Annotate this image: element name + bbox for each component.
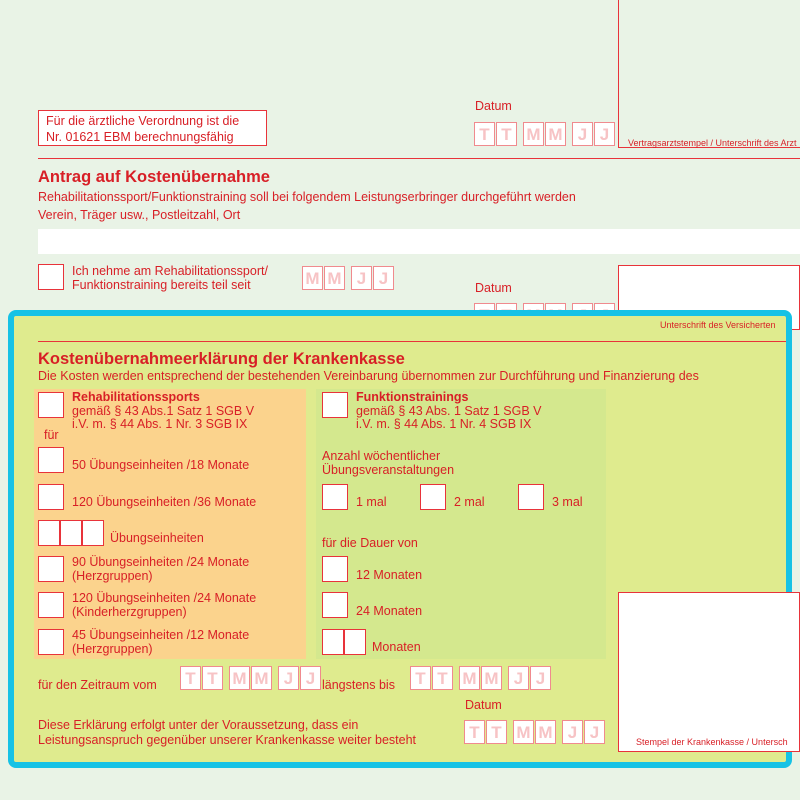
reha-opt4-label: 90 Übungseinheiten /24 Monate bbox=[72, 555, 250, 569]
funk-24m-checkbox[interactable] bbox=[322, 592, 348, 618]
signature-date-label: Datum bbox=[475, 281, 512, 295]
reha-opt1-label: 50 Übungseinheiten /18 Monate bbox=[72, 458, 250, 472]
doctor-stamp-label: Vertragsarztstempel / Unterschrift des Arzt bbox=[628, 138, 797, 148]
reha-checkbox[interactable] bbox=[38, 392, 64, 418]
kasse-date-field[interactable]: T T M M J J bbox=[464, 720, 606, 744]
funk-12m-label: 12 Monaten bbox=[356, 568, 423, 582]
funk-3mal-checkbox[interactable] bbox=[518, 484, 544, 510]
funk-checkbox[interactable] bbox=[322, 392, 348, 418]
participate-line1: Ich nehme am Rehabilitationssport/ bbox=[72, 264, 268, 278]
laengstens-field[interactable]: T T M M J J bbox=[410, 666, 552, 690]
funk-anzahl1: Anzahl wöchentlicher bbox=[322, 449, 441, 463]
separator-2 bbox=[38, 341, 786, 342]
provider-input[interactable] bbox=[38, 229, 800, 254]
reha-custom-units-box2[interactable] bbox=[60, 520, 82, 546]
reha-opt4-sub: (Herzgruppen) bbox=[72, 569, 153, 583]
stamp-border-left bbox=[618, 0, 619, 148]
funk-1mal-checkbox[interactable] bbox=[322, 484, 348, 510]
reha-opt5-checkbox[interactable] bbox=[38, 592, 64, 618]
kasse-subtitle: Die Kosten werden entsprechend der bestehenden Vereinbarung übernommen zur Durchführung und Finanzierung des bbox=[38, 369, 699, 383]
reha-title: Rehabilitationssports bbox=[72, 390, 200, 404]
antrag-line2: Verein, Träger usw., Postleitzahl, Ort bbox=[38, 208, 241, 222]
participate-line2: Funktionstraining bereits teil seit bbox=[72, 278, 251, 292]
laengstens-label: längstens bis bbox=[322, 678, 395, 692]
reha-fuer: für bbox=[44, 428, 59, 442]
insured-signature-label: Unterschrift des Versicherten bbox=[660, 320, 776, 330]
funk-custom-months-box2[interactable] bbox=[344, 629, 366, 655]
insurance-stamp-label: Stempel der Krankenkasse / Untersch bbox=[636, 737, 788, 747]
zeitraum-from-field[interactable]: T T M M J J bbox=[180, 666, 322, 690]
antrag-title: Antrag auf Kostenübernahme bbox=[38, 168, 270, 186]
reha-custom-units-box1[interactable] bbox=[38, 520, 60, 546]
erklaerung-line2: Leistungsanspruch gegenüber unserer Krankenkasse weiter besteht bbox=[38, 733, 417, 747]
funk-mx-label: Monaten bbox=[372, 640, 421, 654]
reha-legal1: gemäß § 43 Abs.1 Satz 1 SGB V bbox=[72, 404, 255, 418]
funk-2mal-label: 2 mal bbox=[454, 495, 485, 509]
reha-opt4-checkbox[interactable] bbox=[38, 556, 64, 582]
insurance-stamp-box[interactable] bbox=[618, 592, 800, 752]
funk-12m-checkbox[interactable] bbox=[322, 556, 348, 582]
reha-opt3-label: Übungseinheiten bbox=[110, 531, 204, 545]
funk-title: Funktionstrainings bbox=[356, 390, 469, 404]
reha-opt2-checkbox[interactable] bbox=[38, 484, 64, 510]
funk-custom-months-box1[interactable] bbox=[322, 629, 344, 655]
participate-since-field[interactable]: M M J J bbox=[302, 266, 395, 290]
funk-3mal-label: 3 mal bbox=[552, 495, 583, 509]
reha-opt5-sub: (Kinderherzgruppen) bbox=[72, 605, 187, 619]
funk-24m-label: 24 Monaten bbox=[356, 604, 423, 618]
doctor-date-field[interactable]: T T M M J J bbox=[474, 122, 616, 146]
reha-legal2: i.V. m. § 44 Abs. 1 Nr. 3 SGB IX bbox=[72, 417, 248, 431]
funk-anzahl2: Übungsveranstaltungen bbox=[322, 463, 455, 477]
reha-opt6-sub: (Herzgruppen) bbox=[72, 642, 153, 656]
reha-opt1-checkbox[interactable] bbox=[38, 447, 64, 473]
funk-1mal-label: 1 mal bbox=[356, 495, 387, 509]
funk-legal1: gemäß § 43 Abs. 1 Satz 1 SGB V bbox=[356, 404, 542, 418]
reha-opt2-label: 120 Übungseinheiten /36 Monate bbox=[72, 495, 257, 509]
antrag-line1: Rehabilitationssport/Funktionstraining soll bei folgendem Leistungserbringer durchgeführt werden bbox=[38, 190, 576, 204]
zeitraum-label: für den Zeitraum vom bbox=[38, 678, 157, 692]
kasse-date-label: Datum bbox=[465, 698, 502, 712]
participate-checkbox[interactable] bbox=[38, 264, 64, 290]
separator-1 bbox=[38, 158, 800, 159]
erklaerung-line1: Diese Erklärung erfolgt unter der Voraussetzung, dass ein bbox=[38, 718, 359, 732]
reha-opt6-label: 45 Übungseinheiten /12 Monate bbox=[72, 628, 250, 642]
doctor-date-label: Datum bbox=[475, 99, 512, 113]
ebm-note-line1: Für die ärztliche Verordnung ist die bbox=[46, 114, 240, 128]
reha-opt6-checkbox[interactable] bbox=[38, 629, 64, 655]
kasse-title: Kostenübernahmeerklärung der Krankenkasse bbox=[38, 350, 405, 368]
reha-custom-units-box3[interactable] bbox=[82, 520, 104, 546]
funk-dauer-label: für die Dauer von bbox=[322, 536, 418, 550]
ebm-note-line2: Nr. 01621 EBM berechnungsfähig bbox=[46, 130, 234, 144]
funk-legal2: i.V. m. § 44 Abs. 1 Nr. 4 SGB IX bbox=[356, 417, 532, 431]
funk-2mal-checkbox[interactable] bbox=[420, 484, 446, 510]
reha-opt5-label: 120 Übungseinheiten /24 Monate bbox=[72, 591, 257, 605]
